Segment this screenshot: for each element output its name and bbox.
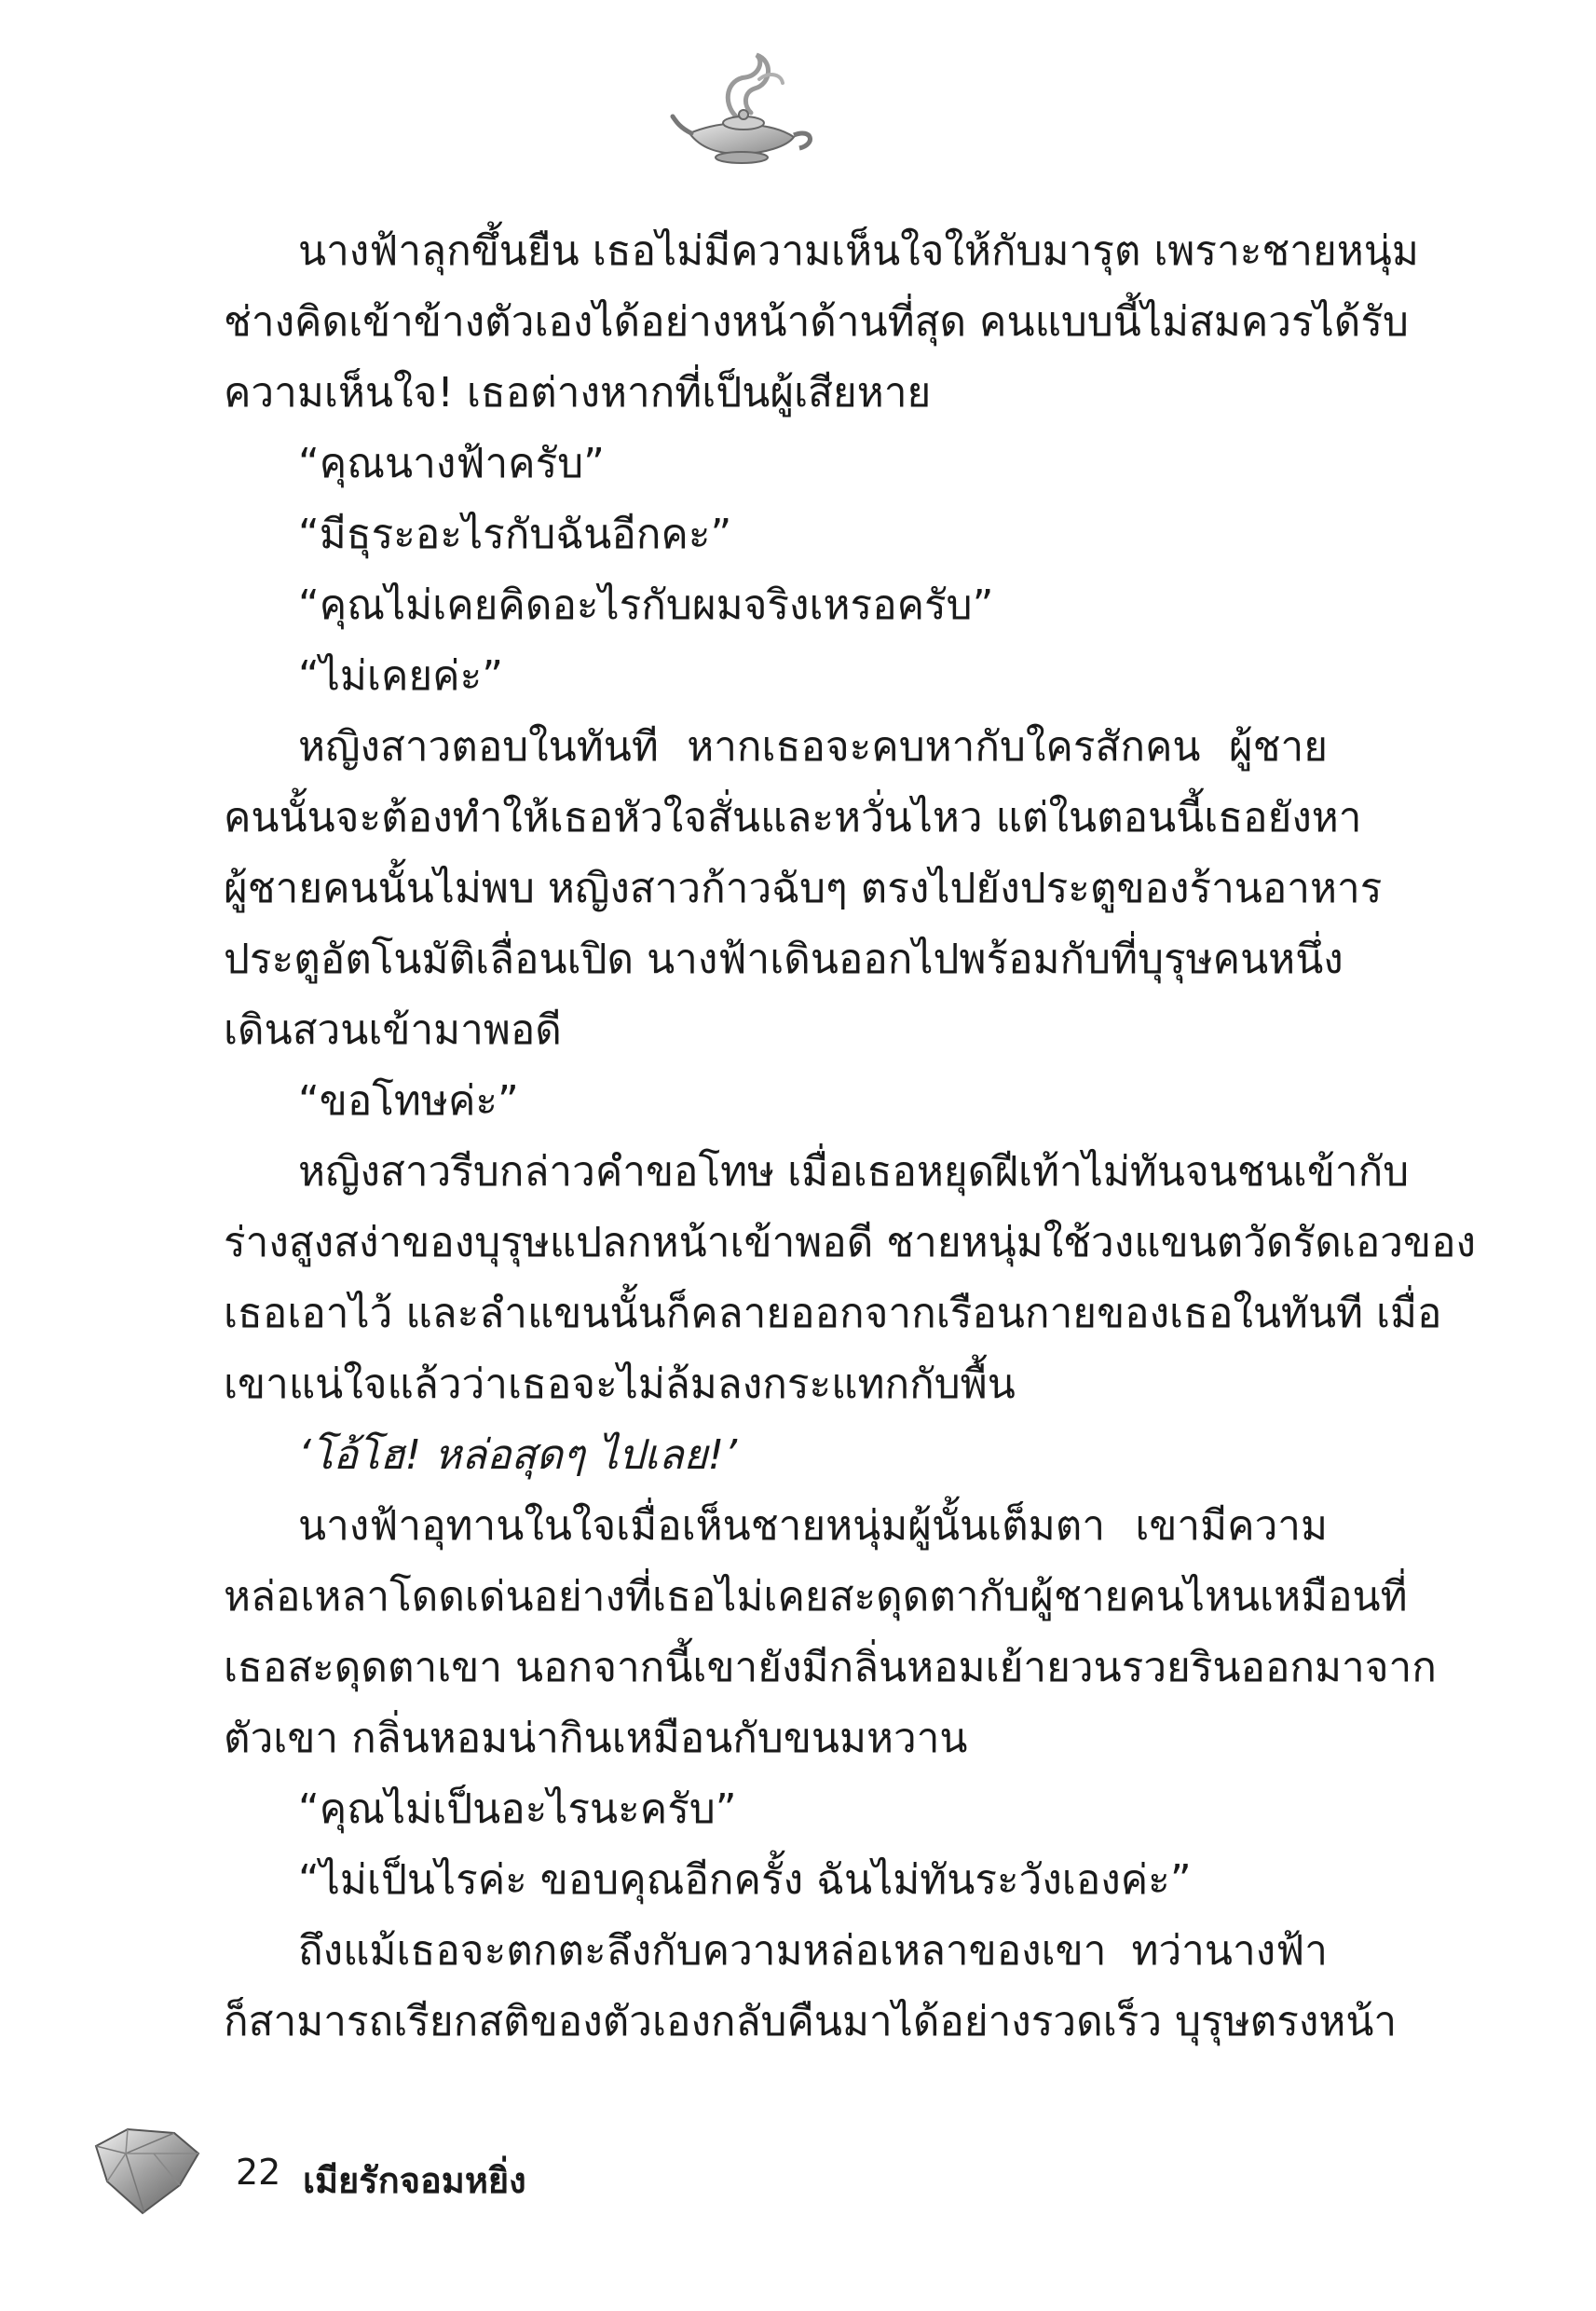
text-line: ช่างคิดเข้าข้างตัวเองได้อย่างหน้าด้านที่สุด คนแบบนี้ไม่สมควรได้รับ bbox=[224, 298, 1409, 346]
text-line: เขาแน่ใจแล้วว่าเธอจะไม่ล้มลงกระแทกกับพื้น bbox=[224, 1361, 1016, 1408]
text-line: หญิงสาวตอบในทันที หากเธอจะคบหากับใครสักคน ผู้ชาย bbox=[298, 723, 1328, 771]
text-line: “ไม่เคยค่ะ” bbox=[298, 652, 504, 700]
text-line: หญิงสาวรีบกล่าวคำขอโทษ เมื่อเธอหยุดฝีเท้าไม่ทันจนชนเข้ากับ bbox=[298, 1148, 1410, 1196]
text-line: “คุณไม่เป็นอะไรนะครับ” bbox=[298, 1785, 737, 1833]
genie-lamp-icon bbox=[671, 51, 820, 172]
text-line: “คุณไม่เคยคิดอะไรกับผมจริงเหรอครับ” bbox=[298, 581, 994, 629]
page-footer bbox=[89, 2120, 741, 2232]
text-line: “ไม่เป็นไรค่ะ ขอบคุณอีกครั้ง ฉันไม่ทันระวังเองค่ะ” bbox=[298, 1856, 1192, 1904]
page-number: 22 bbox=[236, 2152, 281, 2193]
book-title: เมียรักจอมหยิ่ง bbox=[303, 2160, 526, 2201]
text-line: นางฟ้าลุกขึ้นยืน เธอไม่มีความเห็นใจให้กับมารุต เพราะชายหนุ่ม bbox=[298, 227, 1419, 275]
text-line: ความเห็นใจ! เธอต่างหากที่เป็นผู้เสียหาย bbox=[224, 369, 932, 417]
text-line: ผู้ชายคนนั้นไม่พบ หญิงสาวก้าวฉับๆ ตรงไปยังประตูของร้านอาหาร bbox=[224, 865, 1383, 912]
text-line: ก็สามารถเรียกสติของตัวเองกลับคืนมาได้อย่างรวดเร็ว บุรุษตรงหน้า bbox=[224, 1998, 1398, 2045]
text-line: เธอสะดุดตาเขา นอกจากนี้เขายังมีกลิ่นหอมเย้ายวนรวยรินออกมาจาก bbox=[224, 1644, 1437, 1691]
text-line: ประตูอัตโนมัติเลื่อนเปิด นางฟ้าเดินออกไปพร้อมกับที่บุรุษคนหนึ่ง bbox=[224, 936, 1344, 983]
diamond-icon bbox=[89, 2120, 205, 2222]
text-line: คนนั้นจะต้องทำให้เธอหัวใจสั่นและหวั่นไหว แต่ในตอนนี้เธอยังหา bbox=[224, 794, 1362, 841]
text-line: หล่อเหลาโดดเด่นอย่างที่เธอไม่เคยสะดุดตากับผู้ชายคนไหนเหมือนที่ bbox=[224, 1573, 1408, 1620]
text-line: “คุณนางฟ้าครับ” bbox=[298, 440, 605, 487]
text-line: “มีธุระอะไรกับฉันอีกคะ” bbox=[298, 511, 732, 558]
page-body bbox=[224, 216, 1476, 2058]
text-line: ถึงแม้เธอจะตกตะลึงกับความหล่อเหลาของเขา ทว่านางฟ้า bbox=[298, 1927, 1328, 1975]
text-line: ร่างสูงสง่าของบุรุษแปลกหน้าเข้าพอดี ชายหนุ่มใช้วงแขนตวัดรัดเอวของ bbox=[224, 1219, 1476, 1266]
text-line: ตัวเขา กลิ่นหอมน่ากินเหมือนกับขนมหวาน bbox=[224, 1715, 968, 1762]
text-line: นางฟ้าอุทานในใจเมื่อเห็นชายหนุ่มผู้นั้นเต็มตา เขามีความ bbox=[298, 1502, 1328, 1550]
text-line: “ขอโทษค่ะ” bbox=[298, 1077, 519, 1125]
text-line: เดินสวนเข้ามาพอดี bbox=[224, 1006, 562, 1054]
text-line: ‘โอ้โฮ! หล่อสุดๆ ไปเลย!’ bbox=[298, 1431, 738, 1479]
text-line: เธอเอาไว้ และลำแขนนั้นก็คลายออกจากเรือนกายของเธอในทันที เมื่อ bbox=[224, 1290, 1442, 1337]
